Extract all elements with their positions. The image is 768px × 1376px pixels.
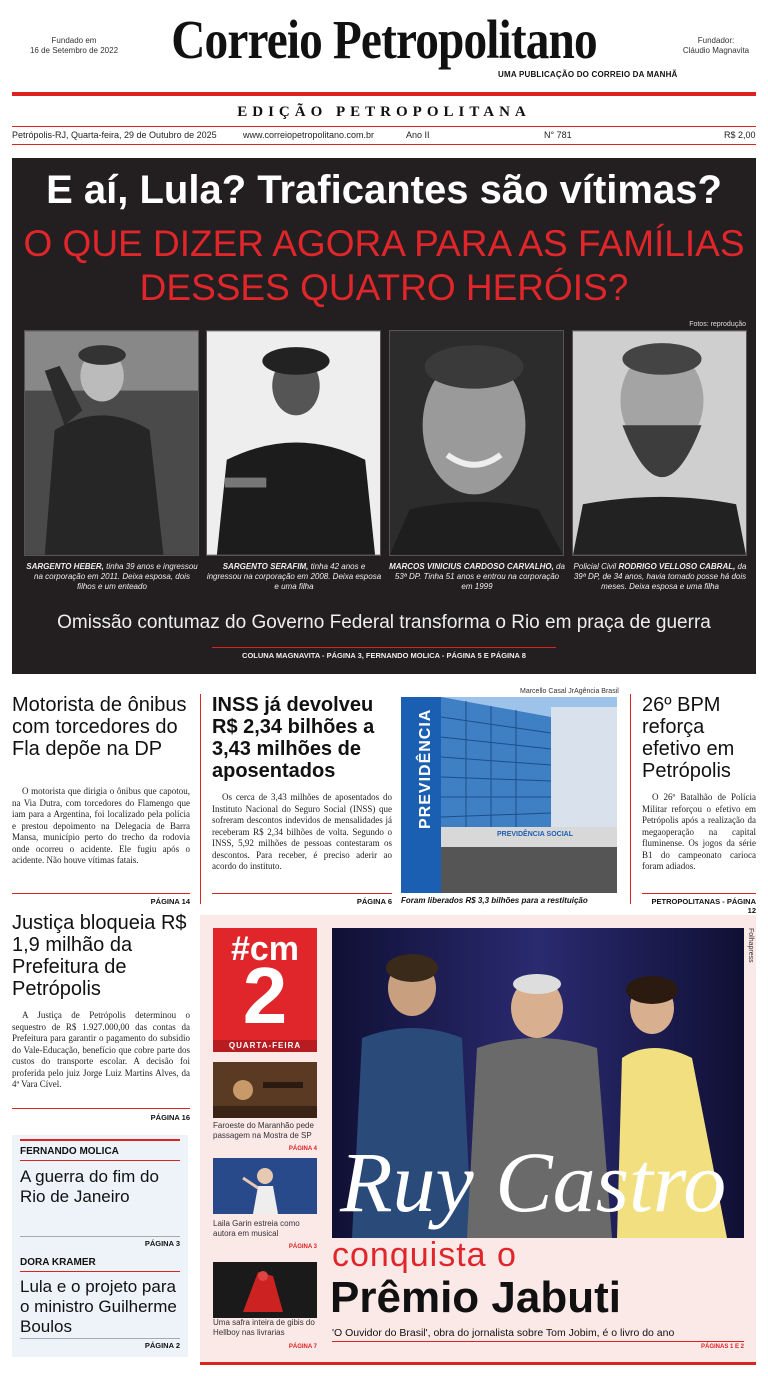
founder-name: Cláudio Magnavita <box>682 46 750 55</box>
cm2-caption-3[interactable]: Uma safra inteira de gibis do Hellboy nas livrarias <box>213 1318 315 1337</box>
inss-photo-credit: Marcello Casal JrAgência Brasil <box>520 688 619 695</box>
premio-jabuti[interactable]: Prêmio Jabuti <box>330 1273 621 1322</box>
dateline: Petrópolis-RJ, Quarta-feira, 29 de Outubro de 2025 <box>12 130 217 140</box>
caption-rodrigo-text: da 39ª DP, de 34 anos, havia tomado posse há dois meses. Deixa esposa e uma filha <box>573 562 747 591</box>
caption-rodrigo-pre: Policial Civil <box>573 562 619 571</box>
cm2-thumb-laila[interactable] <box>213 1158 317 1214</box>
edition-name: EDIÇÃO PETROPOLITANA <box>237 104 531 120</box>
cm2-caption-1[interactable]: Faroeste do Maranhão pede passagem na Mostra de SP <box>213 1121 314 1140</box>
caption-serafim-name: SARGENTO SERAFIM, <box>222 562 309 571</box>
inss-headline[interactable]: INSS já devolveu R$ 2,34 bilhões a 3,43 milhões de aposentados <box>212 694 375 782</box>
footer-rule <box>200 1362 756 1365</box>
motorista-rule <box>12 893 190 894</box>
columnists-box <box>12 1135 188 1357</box>
columnist-1-bottom-rule <box>20 1236 180 1237</box>
caption-serafim-text: tinha 42 anos e ingressou na corporação em 2008. Deixa esposa e uma filha <box>206 562 382 591</box>
ruy-page[interactable]: PÁGINAS 1 E 2 <box>700 1344 744 1350</box>
caption-heber-name: SARGENTO HEBER, <box>26 562 104 571</box>
photo-marcos-vinicius <box>389 330 564 556</box>
motorista-page[interactable]: PÁGINA 14 <box>150 897 190 906</box>
columnist-2-rule <box>20 1271 180 1272</box>
caption-heber-text: tinha 39 anos e ingressou na corporação em 2011. Deixa esposa, dois filhos e um enteado <box>34 562 198 591</box>
website-link[interactable]: www.correiopetropolitano.com.br <box>243 130 375 140</box>
photo-sargento-heber <box>24 330 199 556</box>
columnist-2-title[interactable]: Lula e o projeto para o ministro Guilherme Boulos <box>20 1277 177 1336</box>
column-divider-2 <box>630 694 631 904</box>
cm2-day: QUARTA-FEIRA <box>213 1040 317 1052</box>
founded-value: 16 de Setembro de 2022 <box>29 46 119 55</box>
issue-number: N° 781 <box>544 130 572 140</box>
hero-tagline: Omissão contumaz do Governo Federal transforma o Rio em praça de guerra <box>57 612 711 633</box>
year: Ano II <box>406 130 430 140</box>
columnist-2-author: DORA KRAMER <box>20 1257 96 1268</box>
caption-rodrigo-name: RODRIGO VELLOSO CABRAL, <box>618 562 736 571</box>
ruy-rule <box>332 1341 744 1342</box>
newspaper-title: Correio Petropolitano <box>171 9 597 70</box>
hero-subhead: O QUE DIZER AGORA PARA AS FAMÍLIAS DESSES QUATRO HERÓIS? <box>23 223 745 308</box>
photo-rodrigo-velloso <box>572 330 747 556</box>
caption-heber <box>24 562 200 592</box>
hero-headline: E aí, Lula? Traficantes são vítimas? <box>46 168 722 212</box>
caption-marcos <box>389 562 565 592</box>
publication-subtitle: UMA PUBLICAÇÃO DO CORREIO DA MANHÃ <box>498 70 678 79</box>
hero-page-refs[interactable]: COLUNA MAGNAVITA - PÁGINA 3, FERNANDO MOLICA - PÁGINA 5 E PÁGINA 8 <box>242 651 526 660</box>
motorista-headline[interactable]: Motorista de ônibus com torcedores do Fla depõe na DP <box>12 694 187 760</box>
inss-rule <box>212 893 392 894</box>
inss-body: Os cerca de 3,43 milhões de aposentados do Instituto Nacional do Seguro Social (INSS) que sofreram descontos indevidos de mensalidades já receberam R$ 2,34 bilhões de volta. Segundo o INSS, 5,92 milhões de pessoas contestaram os descontos. Para receber, é preciso aderir ao acordo do instituto. <box>212 792 392 871</box>
inss-building-photo <box>401 697 617 893</box>
justica-body: A Justiça de Petrópolis determinou o sequestro de R$ 1.927.000,00 das contas da Prefeitura para garantir o pagamento do subsídio do Vale-Educação, benefício que cobre parte dos custos do transporte escolar. A decisão foi proferida pelo juiz Jorge Luiz Martins Alves, da 4ª Vara Cível. <box>12 1010 190 1089</box>
bpm-page[interactable]: PETROPOLITANAS - PÁGINA 12 <box>651 897 756 915</box>
columnists-top-rule <box>20 1139 180 1141</box>
bpm-body: O 26º Batalhão de Polícia Militar reforçou o efetivo em Petrópolis após a realização da megaoperação na capital fluminense. Os jogos da série B1 do campeonato carioca foram adiados. <box>642 792 756 871</box>
cm2-logo[interactable] <box>213 928 317 1052</box>
cm2-thumb-hellboy[interactable] <box>213 1262 317 1318</box>
conquista-text: conquista o <box>332 1236 517 1274</box>
founder <box>676 36 756 56</box>
columnist-2-page[interactable]: PÁGINA 2 <box>144 1341 180 1350</box>
bpm-rule <box>642 893 756 894</box>
bpm-headline[interactable]: 26º BPM reforça efetivo em Petrópolis <box>642 694 735 782</box>
justica-rule <box>12 1108 190 1109</box>
founder-label: Fundador: <box>697 36 735 45</box>
caption-serafim <box>206 562 382 592</box>
ruy-photo-credit: Folhapress <box>747 928 754 963</box>
photo-sargento-serafim <box>206 330 381 556</box>
hero-photo-credit: Fotos: reprodução <box>689 321 746 328</box>
ruy-tagline: 'O Ouvidor do Brasil', obra do jornalista sobre Tom Jobim, é o livro do ano <box>332 1327 675 1339</box>
previdencia-vertical-sign: PREVIDÊNCIA <box>417 708 434 829</box>
motorista-body: O motorista que dirigia o ônibus que capotou, na Via Dutra, com torcedores do Flamengo que iam para a Argentina, foi localizado pela polícia e prestou depoimento na Delegacia de Barra Mansa, município perto do trecho da rodovia onde ocorreu o acidente. Ele fugiu após o acidente. Não houve vítimas fatais. <box>12 786 190 865</box>
founded-label: Fundado em <box>51 36 97 45</box>
previdencia-horizontal-sign: PREVIDÊNCIA SOCIAL <box>497 831 573 838</box>
cm2-thumb-faroeste[interactable] <box>213 1062 317 1118</box>
columnist-1-title[interactable]: A guerra do fim do Rio de Janeiro <box>20 1167 159 1206</box>
caption-rodrigo <box>572 562 748 592</box>
cm2-caption-2[interactable]: Laila Garin estreia como autora em musical <box>213 1219 300 1238</box>
cm2-tag: #cm <box>230 930 300 968</box>
justica-headline[interactable]: Justiça bloqueia R$ 1,9 milhão da Prefeitura de Petrópolis <box>12 912 187 1000</box>
caption-marcos-text: da 53ª DP. Tinha 51 anos e entrou na corporação em 1999 <box>394 562 565 591</box>
ruy-castro-script: Ruy Castro <box>340 1134 727 1230</box>
justica-page[interactable]: PÁGINA 16 <box>150 1113 190 1122</box>
columnist-1-rule <box>20 1160 180 1161</box>
inss-photo-caption: Foram liberados R$ 3,3 bilhões para a restituição <box>401 896 588 905</box>
cm2-number: 2 <box>242 951 288 1040</box>
info-rule-bottom <box>12 144 756 145</box>
inss-page[interactable]: PÁGINA 6 <box>356 897 392 906</box>
hero-section <box>12 158 756 674</box>
columnist-1-page[interactable]: PÁGINA 3 <box>144 1239 180 1248</box>
column-divider-1 <box>200 694 201 904</box>
cm2-page-2[interactable]: PÁGINA 3 <box>288 1244 317 1250</box>
columnist-1-author: FERNANDO MOLICA <box>20 1146 119 1157</box>
info-rule-top <box>12 126 756 127</box>
columnist-2-bottom-rule <box>20 1338 180 1339</box>
price: R$ 2,00 <box>724 130 756 140</box>
cm2-page-1[interactable]: PÁGINA 4 <box>288 1146 317 1152</box>
masthead-divider <box>12 92 756 96</box>
hero-refs-rule <box>212 647 556 648</box>
caption-marcos-name: MARCOS VINICIUS CARDOSO CARVALHO, <box>389 562 554 571</box>
cm2-page-3[interactable]: PÁGINA 7 <box>288 1344 317 1350</box>
